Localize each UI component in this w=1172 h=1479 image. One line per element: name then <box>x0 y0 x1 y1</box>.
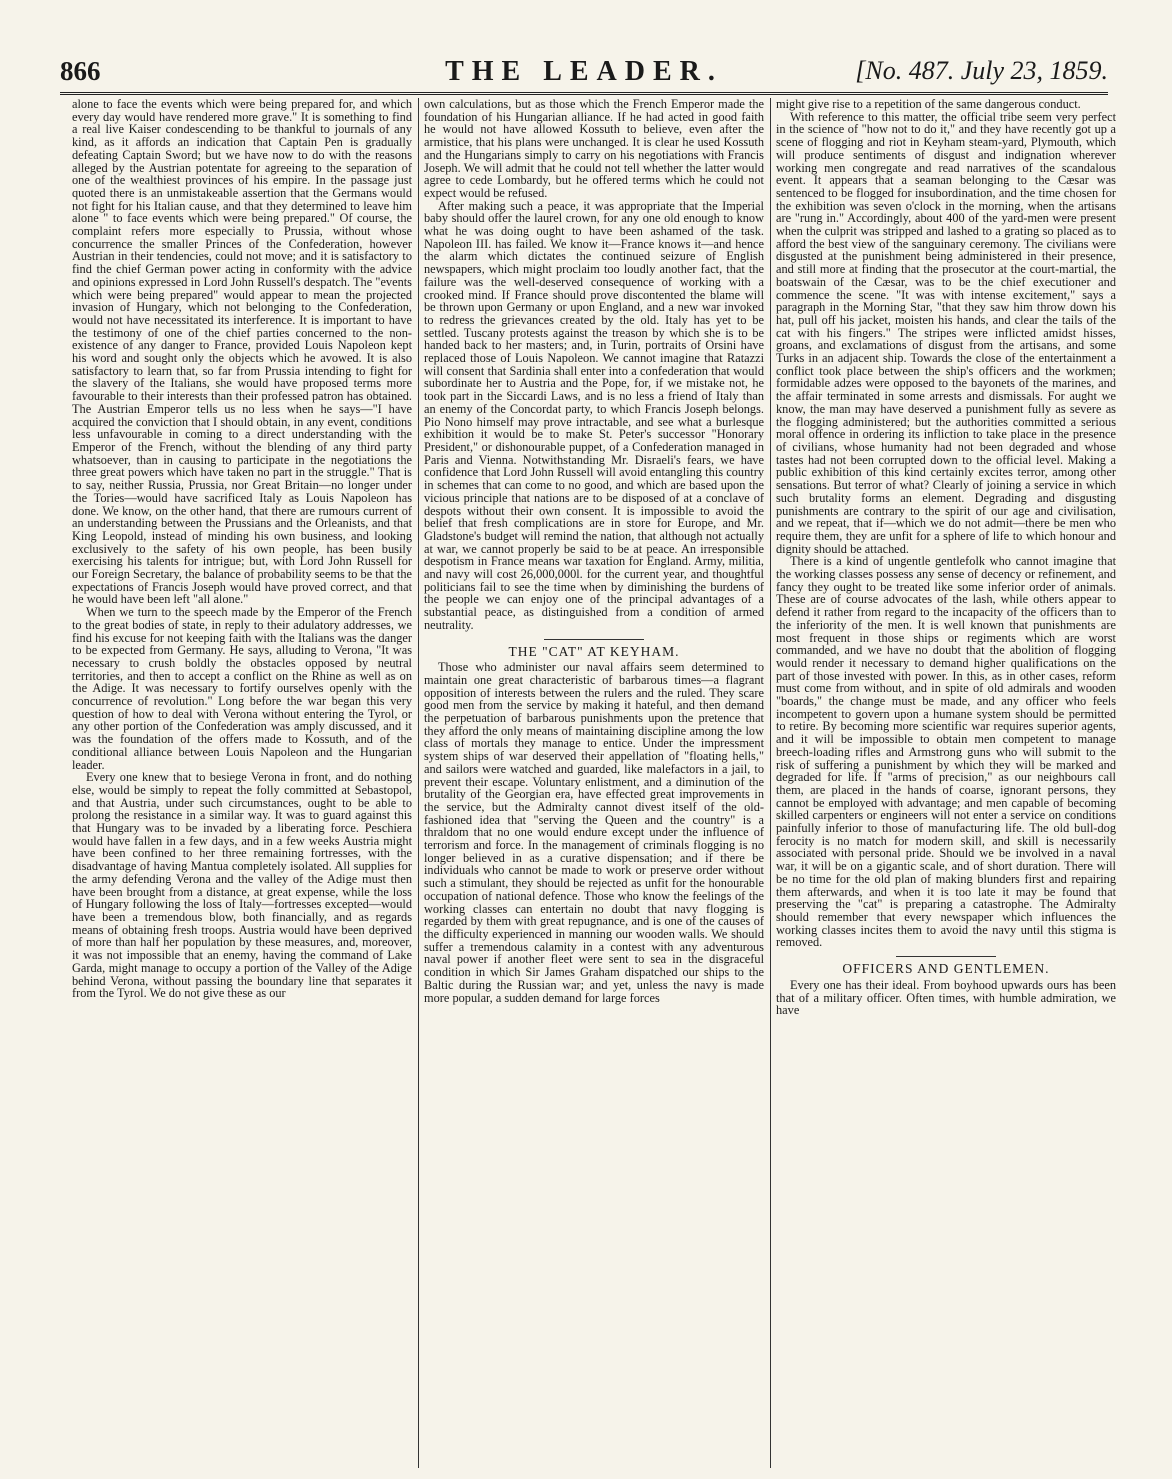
paragraph: own calculations, but as those which the French Emperor made the foundation of his Hungarian alliance. If he had acted in good faith he would not have allowed Kossuth to believe, even after the armistice, that his plans were unchanged. It is clear he used Kossuth and the Hungarians simply to carry on his negotiations with Francis Joseph. We will admit that he could not tell whether the latter would agree to cede Lombardy, but he offered terms which he could not expect would be refused. <box>424 98 764 200</box>
section-rule <box>896 956 996 957</box>
header-rule <box>60 92 1108 95</box>
masthead <box>60 56 1108 96</box>
paragraph: Those who administer our naval affairs seem determined to maintain one great characteristic of barbarous times—a flagrant opposition of interests between the rulers and the ruled. They scare good men from the service by making it hateful, and then demand the perpetuation of barbarous punishments upon the pretence that they afford the only means of maintaining discipline among the low class of mortals they manage to entice. Under the impressment system ships of war deserved their appellation of "floating hells," and sailors were watched and guarded, like malefactors in a jail, to prevent their escape. Voluntary enlistment, and a diminution of the brutality of the Georgian era, have effected great improvements in the service, but the Admiralty cannot divest itself of the old-fashioned idea that "serving the Queen and the country" is a thraldom that no one would endure except under the influence of terrorism and force. In the management of criminals flogging is no longer believed in as a curative dispensation; and if there be individuals who cannot be made to work or preserve order without such a stimulant, they should be rejected as unfit for the honourable occupation of national defence. Those who know the feelings of the working classes can entertain no doubt that navy flogging is regarded by them with great repugnance, and is one of the causes of the difficulty experienced in manning our wooden walls. We should suffer a tremendous calamity in a contest with any adventurous naval power if another fleet were sent to sea in the disgraceful condition in which Sir James Graham dispatched our ships to the Baltic during the Russian war; and yet, unless the navy is made more popular, a sudden demand for large forces <box>424 660 764 1005</box>
paragraph: When we turn to the speech made by the Emperor of the French to the great bodies of state, in reply to their adulatory addresses, we find his excuse for not keeping faith with the Italians was the danger to be expected from Germany. He says, alluding to Verona, "It was necessary to crush boldly the obstacles opposed by neutral territories, and then to accept a conflict on the Rhine as well as on the Adige. It was necessary to fortify ourselves openly with the concurrence of revolution." Long before the war began this very question of how to deal with Verona without entering the Tyrol, or any other portion of the Confederation was amply discussed, and it was the foundation of the offers made to Kossuth, and of the conditional alliance between Louis Napoleon and the Hungarian leader. <box>72 605 412 772</box>
paragraph: Every one knew that to besiege Verona in front, and do nothing else, would be simply to repeat the folly committed at Sebastopol, and that Austria, under such circumstances, ought to be able to prolong the resistance in a similar way. It was to guard against this that Hungary was to be invaded by a liberating force. Peschiera would have fallen in a few days, and in a few weeks Austria might have been confined to her three remaining fortresses, with the disadvantage of having Mantua completely isolated. All supplies for the army defending Verona and the valley of the Adige must then have been brought from a distance, at great expense, while the loss of Hungary following the loss of Italy—fortresses excepted—would have been a tremendous blow, both financially, and as regards means of obtaining fresh troops. Austria would have been deprived of more than half her population by these measures, and, moreover, it was not impossible that an enemy, having the command of Lake Garda, might manage to occupy a portion of the Valley of the Adige behind Verona, without passing the boundary line that separates it from the Tyrol. We do not give these as our <box>72 770 412 1001</box>
section-rule <box>544 639 644 640</box>
column-1 <box>72 98 412 1468</box>
section-heading-officers-and-gentlemen: OFFICERS AND GENTLEMEN. <box>842 961 1050 977</box>
paragraph: might give rise to a repetition of the same dangerous conduct. <box>776 98 1081 111</box>
column-3 <box>776 98 1116 1468</box>
page-number: 866 <box>60 56 101 86</box>
paragraph: With reference to this matter, the official tribe seem very perfect in the science of "how not to do it," and they have recently got up a scene of flogging and riot in Keyham steam-yard, Plymouth, which will produce sentiments of disgust and indignation wherever working men congregate and read narratives of the scandalous event. It appears that a seaman belonging to the Cæsar was sentenced to be flogged for insubordination, and the time chosen for the exhibition was seven o'clock in the morning, when the artisans are "rung in." Accordingly, about 400 of the yard-men were present when the culprit was stripped and lashed to a grating so placed as to afford the best view of the sanguinary ceremony. The civilians were disgusted at the punishment being administered in their presence, and still more at finding that the prosecutor at the court-martial, the boatswain of the Cæsar, was to be the chief executioner and commence the scene. "It was with intense excitement," says a paragraph in the Morning Star, "that they saw him throw down his hat, pull off his jacket, moisten his hands, and clear the tails of the cat with his fingers." The stripes were inflicted amidst hisses, groans, and exclamations of disgust from the artisans, and some Turks in an adjacent ship. Towards the close of the entertainment a conflict took place between the ship's officers and the workmen; formidable adzes were opposed to the bayonets of the marines, and the affair terminated in some arrests and dismissals. For aught we know, the man may have deserved a punishment fully as severe as the flogging administered; but the authorities committed a serious moral offence in ordering its infliction to take place in the presence of civilians, whose humanity had not been degraded and whose tastes had not been corrupted down to the official level. Making a public exhibition of this kind certainly excites terror, among other sensations. But terror of what? Clearly of joining a service in which such brutality forms an element. Degrading and disgusting punishments are contrary to the spirit of our age and civilisation, and we repeat, that if—which we do not admit—there be men who require them, they are unfit for a sphere of life to which honour and dignity should be attached. <box>776 109 1116 556</box>
paragraph: Every one has their ideal. From boyhood upwards ours has been that of a military officer. Often times, with humble admiration, we have <box>776 977 1116 1018</box>
paper-title: THE LEADER. <box>445 56 723 87</box>
column-2 <box>424 98 764 1468</box>
article-columns <box>72 98 1116 1468</box>
paragraph: After making such a peace, it was appropriate that the Imperial baby should offer the laurel crown, for any one old enough to know what he was doing ought to have been ashamed of the task. Napoleon III. has failed. We know it—France knows it—and hence the alarm which dictates the continued seizure of English newspapers, which might proclaim too loudly another fact, that the failure was the well-deserved consequence of working with a crooked mind. If France should prove discontented the blame will be thrown upon Germany or upon England, and a new war invoked to redress the grievances created by the old. Italy has yet to be settled. Tuscany protests against the treason by which she is to be handed back to her masters; and, in Turin, portraits of Orsini have replaced those of Louis Napoleon. We cannot imagine that Ratazzi will consent that Sardinia shall enter into a confederation that would subordinate her to Austria and the Pope, for, if we mistake not, he took part in the Siccardi Laws, and is no less a friend of Italy than an enemy of the Concordat party, to which Francis Joseph belongs. Pio Nono himself may prove intractable, and see what a burlesque exhibition it would be to make St. Peter's successor "Honorary President," or dishonourable puppet, of a Confederation managed in Paris and Vienna. Notwithstanding Mr. Disraeli's fears, we have confidence that Lord John Russell will avoid entangling this country in schemes that can come to no good, and which are based upon the vicious principle that nations are to be disposed of at a conclave of despots without their own consent. It is impossible to avoid the belief that fresh complications are in store for Europe, and Mr. Gladstone's budget will remind the nation, that although not actually at war, we cannot properly be said to be at peace. An irresponsible despotism in France means war taxation for England. Army, militia, and navy will cost 26,000,000l. for the current year, and thoughtful politicians fail to see the time when by diminishing the burdens of the people we can enjoy one of the principal advantages of a substantial peace, as distinguished from a condition of armed neutrality. <box>424 198 764 632</box>
paragraph: There is a kind of ungentle gentlefolk who cannot imagine that the working classes possess any sense of decency or refinement, and fancy they ought to be treated like some inferior order of animals. These are of course advocates of the lash, while others appear to defend it rather from regard to the incapacity of the officers than to the inferiority of the men. It is well known that punishments are most frequent in those ships or regiments which are worst commanded, and we have no doubt that the abolition of flogging would render it necessary to demand higher qualifications on the part of those invested with power. In this, as in other cases, reform must come from without, and in spite of old admirals and wooden "boards," the change must be made, and any officer who feels incompetent to govern upon a humane system should be permitted to retire. By becoming more scientific war requires superior agents, and it will be impossible to obtain men competent to manage breech-loading rifles and Armstrong guns who will submit to the risk of suffering a punishment by which they will be marked and degraded for life. If "arms of precision," as our neighbours call them, are placed in the hands of coarse, ignorant persons, they cannot be employed with advantage; and men capable of becoming skilled carpenters or engineers will not enter a service on conditions painfully inferior to those of manufacturing life. The old bull-dog ferocity is no match for modern skill, and skill is necessarily associated with personal pride. Should we be involved in a naval war, it will be on a gigantic scale, and of short duration. There will be no time for the old plan of making blunders first and repairing them afterwards, and when it is too late it may be found that preserving the "cat" is preparing a catastrophe. The Admiralty should remember that every newspaper which influences the working classes incites them to avoid the navy until this stigma is removed. <box>776 554 1116 950</box>
issue-info: [No. 487. July 23, 1859. <box>855 56 1108 85</box>
paragraph: alone to face the events which were being prepared for, and which every day would have rendered more grave." It is something to find a real live Kaiser condescending to be thankful to journals of any kind, as it affords an indication that Captain Pen is gradually defeating Captain Sword; but we have now to do with the reasons alleged by the Austrian potentate for agreeing to the separation of one of the wealthiest provinces of his empire. In the passage just quoted there is an unmistakeable assertion that the Germans would not fight for his Italian cause, and that they determined to leave him alone " to face events which were being prepared." Of course, the complaint refers more especially to Prussia, without whose concurrence the smaller Princes of the Confederation, however Austrian in their tendencies, could not move; and it is satisfactory to find the chief German power acting in conformity with the advice and opinions expressed in Lord John Russell's despatch. The "events which were being prepared" would appear to mean the projected invasion of Hungary, which not belonging to the Confederation, would not have necessitated its interference. It is important to have the testimony of one of the chief parties concerned to the non-existence of any danger to France, provided Louis Napoleon kept his word and sought only the objects which he avowed. It is also satisfactory to learn that, so far from Prussia intending to fight for the slavery of the Italians, she would have proposed terms more favourable to their interests than their professed patron has obtained. The Austrian Emperor tells us no less when he says—"I have acquired the conviction that I should obtain, in any event, conditions less unfavourable in coming to a direct understanding with the Emperor of the French, without the blending of any third party whatsoever, than in causing to participate in the negotiations the three great powers which have taken no part in the struggle." That is to say, neither Russia, Prussia, nor Great Britain—no longer under the Tories—would have sacrificed Italy as Louis Napoleon has done. We know, on the other hand, that there are rumours current of an understanding between the Prussians and the Orleanists, and that King Leopold, instead of minding his own business, and looking exclusively to the safety of his own people, has been busily exercising his talents for intrigue; but, with Lord John Russell for our Foreign Secretary, the balance of probability seems to be that the expectations of Francis Joseph would have proved correct, and that he would have been left "all alone." <box>72 98 412 607</box>
section-heading-cat-at-keyham: THE "CAT" AT KEYHAM. <box>508 643 680 659</box>
